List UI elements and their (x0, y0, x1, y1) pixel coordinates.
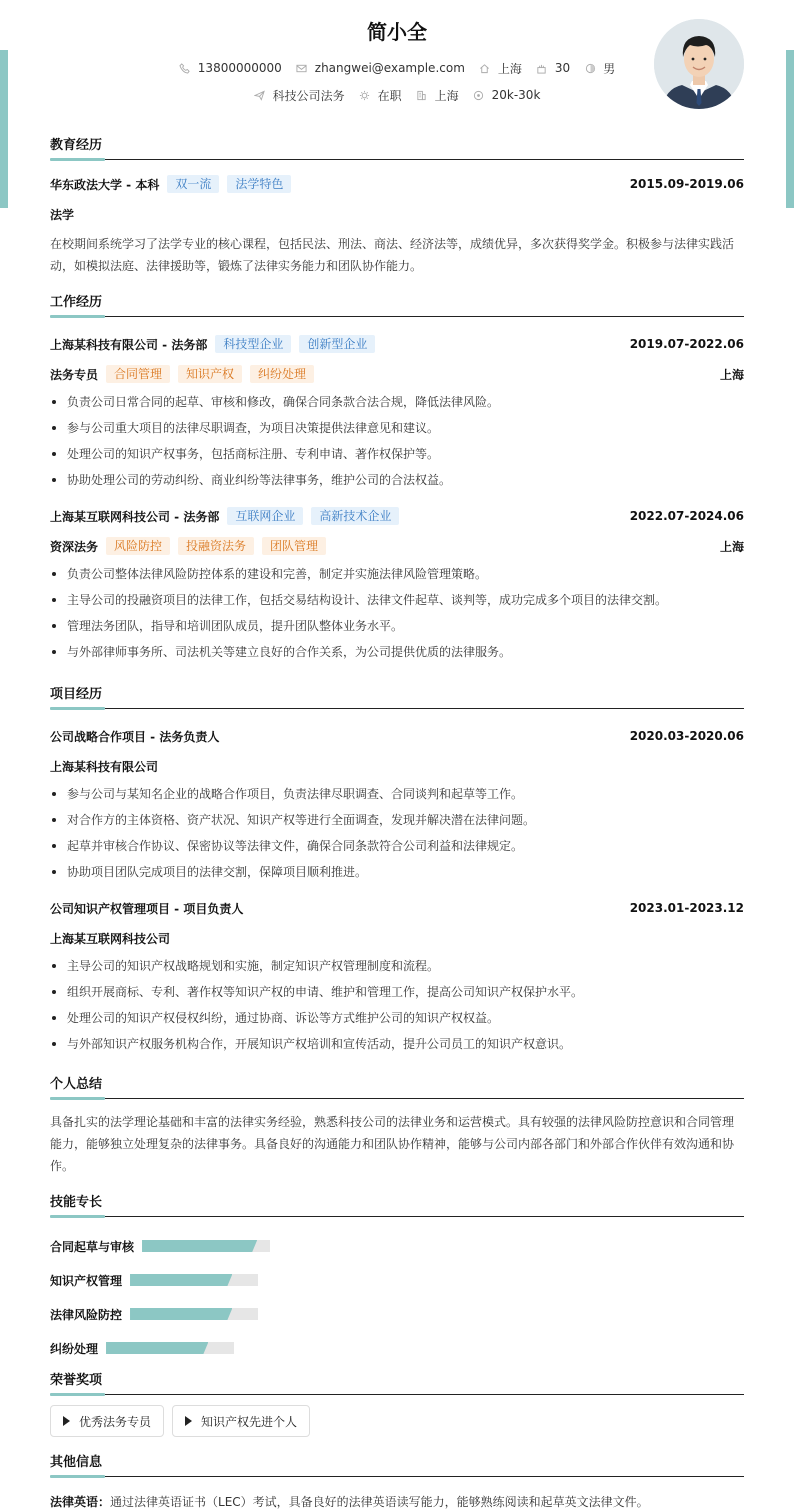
job-period: 2019.07-2022.06 (629, 337, 744, 351)
list-item: 与外部知识产权服务机构合作，开展知识产权培训和宣传活动，提升公司员工的知识产权意识。 (50, 1031, 744, 1057)
phone-icon (179, 62, 191, 74)
award-label: 知识产权先进个人 (201, 1414, 298, 1429)
phone-text: 13800000000 (197, 61, 282, 75)
play-icon (185, 1416, 192, 1426)
status-icon (359, 89, 371, 101)
gender-icon (584, 62, 596, 74)
skill-bar-fill (130, 1274, 232, 1286)
section-work-title: 工作经历 (50, 295, 103, 310)
section-other-title: 其他信息 (50, 1455, 103, 1470)
summary-text: 具备扎实的法学理论基础和丰富的法律实务经验，熟悉科技公司的法律业务和运营模式。具有较强的法律风险防控意识和合同管理能力，能够独立处理复杂的法律事务。具备良好的沟通能力和团队协作精神，能够与公司内部各部门和外部合作伙伴有效沟通和协作。 (50, 1115, 735, 1173)
section-other (50, 1453, 744, 1477)
salary-icon (473, 89, 485, 101)
list-item: 处理公司的知识产权侵权纠纷，通过协商、诉讼等方式维护公司的知识产权权益。 (50, 1005, 744, 1031)
job-target-text: 科技公司法务 (272, 88, 345, 103)
school-name: 华东政法大学 - 本科 (50, 177, 160, 192)
award-item (172, 1405, 310, 1437)
job-position-row (50, 363, 744, 385)
job-company-row (50, 505, 744, 527)
project-header (50, 897, 744, 919)
home-icon (479, 62, 491, 74)
list-item: 协助处理公司的劳动纠纷、商业纠纷等法律事务，维护公司的合法权益。 (50, 467, 744, 493)
resume-page (50, 0, 744, 1509)
skill-item (50, 1297, 403, 1331)
city-item (416, 87, 459, 104)
section-education-title: 教育经历 (50, 138, 103, 153)
education-school-group (50, 175, 291, 193)
list-item: 对合作方的主体资格、资产状况、知识产权等进行全面调查，发现并解决潜在法律问题。 (50, 807, 744, 833)
job-position-group (50, 365, 314, 383)
position-tag: 风险防控 (106, 537, 170, 555)
skill-name: 合同起草与审核 (50, 1239, 135, 1254)
job-city: 上海 (719, 367, 744, 382)
position-tag: 团队管理 (262, 537, 326, 555)
skill-bar-fill (130, 1308, 232, 1320)
project-name: 公司知识产权管理项目 - 项目负责人 (50, 901, 244, 916)
project-company: 上海某科技有限公司 (50, 759, 159, 774)
list-item: 负责公司整体法律风险防控体系的建设和完善，制定并实施法律风险管理策略。 (50, 561, 744, 587)
phone-item (179, 61, 282, 75)
company-tag: 互联网企业 (227, 507, 303, 525)
project-company: 上海某互联网科技公司 (50, 931, 171, 946)
skill-bar (130, 1308, 258, 1320)
skill-bar (142, 1240, 270, 1252)
job-position: 资深法务 (50, 539, 99, 554)
job-company-group (50, 507, 399, 525)
building-icon (416, 89, 428, 101)
status-item (359, 87, 402, 104)
company-tag: 科技型企业 (215, 335, 291, 353)
age-icon (536, 62, 548, 74)
position-tag: 知识产权 (178, 365, 242, 383)
position-tag: 合同管理 (106, 365, 170, 383)
education-description: 在校期间系统学习了法学专业的核心课程，包括民法、刑法、商法、经济法等，成绩优异，多次获得奖学金。积极参与法律实践活动，如模拟法庭、法律援助等，锻炼了法律实务能力和团队协作能力。 (50, 237, 735, 273)
award-label: 优秀法务专员 (79, 1414, 152, 1429)
section-summary (50, 1075, 744, 1099)
education-major: 法学 (50, 207, 75, 222)
contact-row (50, 58, 744, 78)
list-item: 主导公司的投融资项目的法律工作，包括交易结构设计、法律文件起草、谈判等，成功完成多个项目的法律交割。 (50, 587, 744, 613)
company-tag: 创新型企业 (299, 335, 375, 353)
gender-item (584, 60, 615, 77)
section-projects (50, 685, 744, 709)
project-company-row (50, 755, 744, 777)
project-points (50, 953, 744, 1057)
job-duties (50, 389, 744, 493)
skills-list (50, 1229, 744, 1365)
list-item: 组织开展商标、专利、著作权等知识产权的申请、维护和管理工作，提高公司知识产权保护水平。 (50, 979, 744, 1005)
project-period: 2020.03-2020.06 (629, 729, 744, 743)
job-period: 2022.07-2024.06 (629, 509, 744, 523)
awards-list (50, 1405, 744, 1437)
project-header (50, 725, 744, 747)
skill-bar-fill (106, 1342, 208, 1354)
resume-name: 简小全 (367, 20, 427, 44)
job-intent-row (50, 85, 744, 105)
school-tag: 法学特色 (227, 175, 291, 193)
education-header (50, 173, 744, 195)
gender-text: 男 (603, 61, 616, 76)
project-company-row (50, 927, 744, 949)
status-text: 在职 (377, 88, 402, 103)
job-duties (50, 561, 744, 665)
project-name: 公司战略合作项目 - 法务负责人 (50, 729, 220, 744)
project-period: 2023.01-2023.12 (629, 901, 744, 915)
avatar (654, 19, 744, 109)
section-work (50, 293, 744, 317)
skill-bar (130, 1274, 258, 1286)
location-text: 上海 (497, 61, 522, 76)
skill-item (50, 1229, 403, 1263)
section-summary-title: 个人总结 (50, 1077, 103, 1092)
other-info (50, 1491, 744, 1509)
school-tag: 双一流 (167, 175, 219, 193)
other-label: 法律英语： (50, 1495, 111, 1509)
list-item: 主导公司的知识产权战略规划和实施，制定知识产权管理制度和流程。 (50, 953, 744, 979)
salary-text: 20k-30k (491, 88, 541, 102)
list-item: 参与公司与某知名企业的战略合作项目，负责法律尽职调查、合同谈判和起草等工作。 (50, 781, 744, 807)
project-entry (50, 897, 744, 1057)
email-item (296, 61, 465, 75)
age-item (536, 61, 570, 75)
section-honors-title: 荣誉奖项 (50, 1373, 103, 1388)
job-company: 上海某科技有限公司 - 法务部 (50, 337, 208, 352)
list-item: 参与公司重大项目的法律尽职调查，为项目决策提供法律意见和建议。 (50, 415, 744, 441)
skill-bar (106, 1342, 234, 1354)
location-item (479, 60, 522, 77)
skill-name: 知识产权管理 (50, 1273, 123, 1288)
position-tag: 纠纷处理 (250, 365, 314, 383)
list-item: 管理法务团队，指导和培训团队成员，提升团队整体业务水平。 (50, 613, 744, 639)
section-skills (50, 1193, 744, 1217)
list-item: 负责公司日常合同的起草、审核和修改，确保合同条款合法合规，降低法律风险。 (50, 389, 744, 415)
education-major-row (50, 203, 744, 225)
job-target-item (254, 87, 345, 104)
job-entry (50, 333, 744, 493)
list-item: 处理公司的知识产权事务，包括商标注册、专利申请、著作权保护等。 (50, 441, 744, 467)
position-tag: 投融资法务 (178, 537, 254, 555)
section-skills-title: 技能专长 (50, 1195, 103, 1210)
section-education (50, 136, 744, 160)
job-position-row (50, 535, 744, 557)
send-icon (254, 89, 266, 101)
project-entry (50, 725, 744, 885)
salary-item (473, 88, 541, 102)
skill-item (50, 1263, 403, 1297)
age-text: 30 (554, 61, 571, 75)
list-item: 与外部律师事务所、司法机关等建立良好的合作关系，为公司提供优质的法律服务。 (50, 639, 744, 665)
award-item (50, 1405, 164, 1437)
right-accent-bar (786, 50, 794, 208)
play-icon (63, 1416, 70, 1426)
skill-name: 纠纷处理 (50, 1341, 99, 1356)
project-points (50, 781, 744, 885)
skill-item (50, 1331, 403, 1365)
skill-name: 法律风险防控 (50, 1307, 123, 1322)
job-company-row (50, 333, 744, 355)
list-item: 协助项目团队完成项目的法律交割，保障项目顺利推进。 (50, 859, 744, 885)
job-company: 上海某互联网科技公司 - 法务部 (50, 509, 220, 524)
job-position: 法务专员 (50, 367, 99, 382)
job-company-group (50, 335, 375, 353)
other-text: 通过法律英语证书（LEC）考试，具备良好的法律英语读写能力，能够熟练阅读和起草英文法律文件。 (110, 1495, 649, 1509)
email-text: zhangwei@example.com (314, 61, 465, 75)
education-period: 2015.09-2019.06 (629, 177, 744, 191)
job-city: 上海 (719, 539, 744, 554)
skill-bar-fill (142, 1240, 257, 1252)
email-icon (296, 62, 308, 74)
list-item: 起草并审核合作协议、保密协议等法律文件，确保合同条款符合公司利益和法律规定。 (50, 833, 744, 859)
section-projects-title: 项目经历 (50, 687, 103, 702)
left-accent-bar (0, 50, 8, 208)
job-entry (50, 505, 744, 665)
section-honors (50, 1371, 744, 1395)
company-tag: 高新技术企业 (311, 507, 399, 525)
city-text: 上海 (434, 88, 459, 103)
job-position-group (50, 537, 326, 555)
